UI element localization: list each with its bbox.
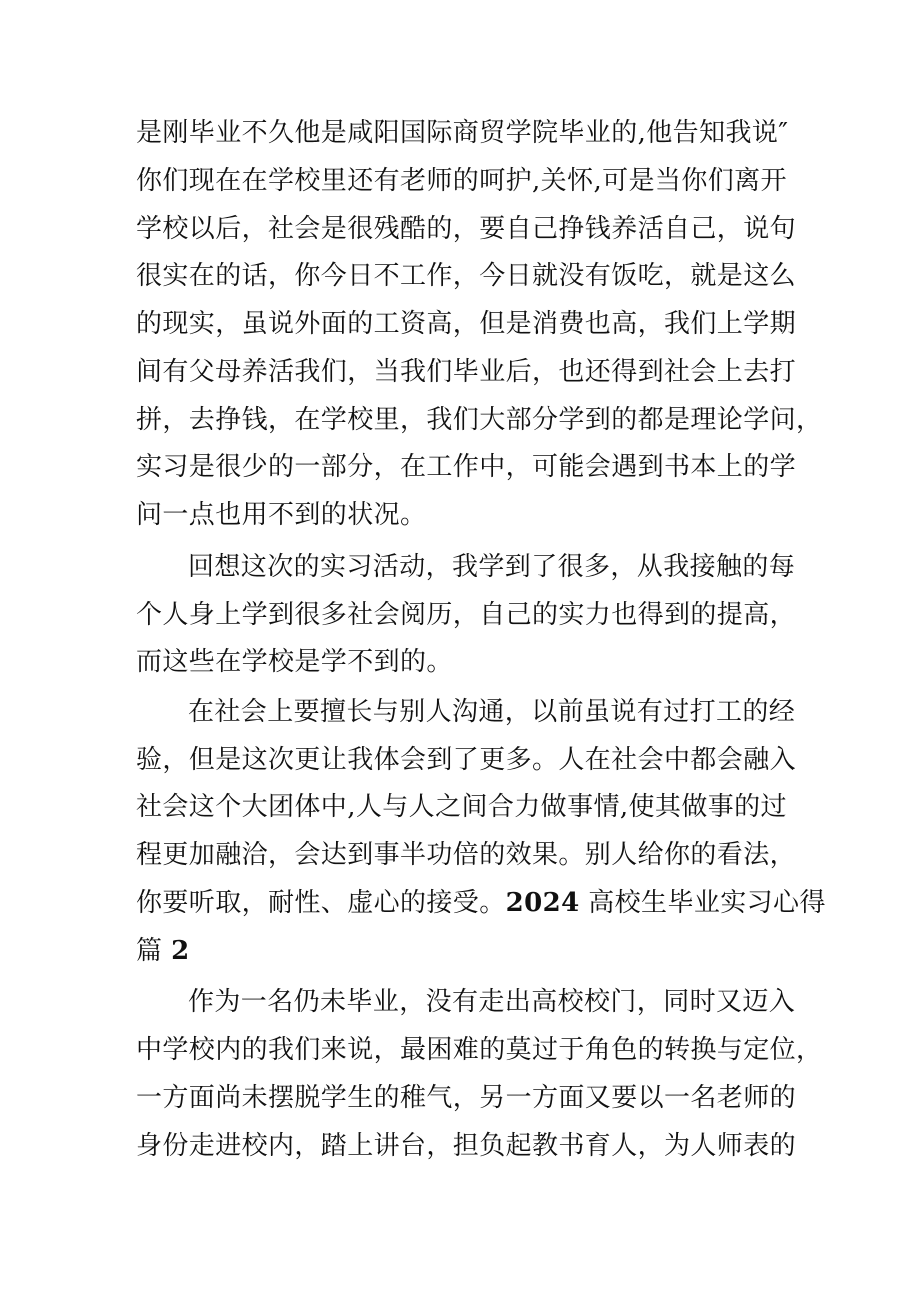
text-line: 很实在的话，你今日不工作，今日就没有饭吃，就是这么 [136, 261, 797, 291]
text-line: 身份走进校内，踏上讲台，担负起教书育人，为人师表的 [136, 1131, 797, 1161]
text-line: 的现实，虽说外面的工资高，但是消费也高，我们上学期 [136, 309, 797, 339]
heading-text: 高校生毕业实习心得 [579, 888, 826, 918]
text-line: 而这些在学校是学不到的。 [136, 647, 453, 677]
text-line: 学校以后，社会是很残酷的，要自己挣钱养活自己，说句 [136, 214, 797, 244]
text-line: 你们现在在学校里还有老师的呵护,关怀,可是当你们离开 [136, 166, 787, 196]
paragraph-first-line: 在社会上要擅长与别人沟通，以前虽说有过打工的经 [188, 697, 796, 727]
text-segment: 你要听取，耐性、虚心的接受。 [136, 888, 506, 918]
text-line-with-heading [136, 883, 826, 923]
text-line: 实习是很少的一部分，在工作中，可能会遇到书本上的学 [136, 452, 797, 482]
text-line: 一方面尚未摆脱学生的稚气，另一方面又要以一名老师的 [136, 1083, 797, 1113]
heading-continuation [136, 931, 190, 971]
heading-text: 篇 [136, 936, 172, 966]
text-line: 个人身上学到很多社会阅历，自己的实力也得到的提高， [136, 600, 797, 630]
text-line: 社会这个大团体中,人与人之间合力做事情,使其做事的过 [136, 792, 787, 822]
text-line: 是刚毕业不久他是咸阳国际商贸学院毕业的,他告知我说″ [136, 118, 789, 148]
text-line: 间有父母养活我们，当我们毕业后，也还得到社会上去打 [136, 357, 797, 387]
text-line: 拼，去挣钱，在学校里，我们大部分学到的都是理论学问， [136, 405, 823, 435]
text-line: 中学校内的我们来说，最困难的莫过于角色的转换与定位， [136, 1035, 823, 1065]
text-line: 验，但是这次更让我体会到了更多。人在社会中都会融入 [136, 745, 797, 775]
text-line: 程更加融洽，会达到事半功倍的效果。别人给你的看法， [136, 840, 797, 870]
text-line: 问一点也用不到的状况。 [136, 500, 427, 530]
heading-number: 2 [171, 936, 190, 966]
paragraph-first-line: 作为一名仍未毕业，没有走出高校校门，同时又迈入 [188, 987, 796, 1017]
paragraph-first-line: 回想这次的实习活动，我学到了很多，从我接触的每 [188, 552, 796, 582]
heading-year: 2024 [505, 888, 580, 918]
